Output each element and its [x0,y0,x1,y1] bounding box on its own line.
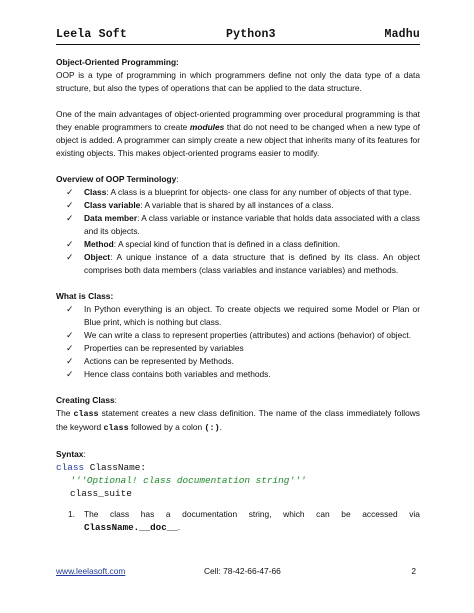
creating-text-4: . [219,422,222,432]
footer-phone: Cell: 78-42-66-47-66 [204,566,281,576]
numbered-line-2 [84,521,420,534]
creating-text-3: followed by a colon [128,422,205,432]
syntax-heading-colon: : [83,449,86,459]
check-mark-icon: ✓ [66,343,74,353]
header-center-title: Python3 [226,28,276,41]
class-keyword: class [73,409,99,419]
list-item-text: In Python everything is an object. To create objects we required some Model or Plan or Blue print, which is nothing but class. [84,304,420,327]
list-number: 1. [68,509,75,519]
list-item [56,238,420,251]
syntax-heading-text: Syntax [56,449,84,459]
term-definition: : A class is a blueprint for objects- one class for any number of objects of that type. [106,187,412,197]
list-item [56,251,420,277]
oop-p2-after: that do not need to be changed when a new type of object is added. A programmer can simply create a new object that inherits many of its features for existing objects. This makes object-oriented programs easier to modify. [56,122,421,158]
list-item-text: Hence class contains both variables and methods. [84,369,271,379]
term-label: Class variable [84,200,141,210]
creating-paragraph [56,407,420,435]
word: be [341,509,351,519]
list-item [56,508,420,534]
page-number: 2 [411,566,416,576]
oop-p2-before: One of the main advantages of object-oriented programming over procedural programming is that they enable programmers to create [56,109,420,132]
terminology-list [56,186,420,277]
code-line-1 [56,461,420,474]
check-mark-icon: ✓ [66,356,74,366]
list-item [56,329,420,342]
list-item [56,212,420,238]
check-mark-icon: ✓ [66,239,74,249]
word: via [409,509,420,519]
term-definition: : A variable that is shared by all instances of a class. [140,200,334,210]
term-label: Object [84,252,111,262]
page-content [56,56,420,534]
code-class-name: ClassName: [84,462,147,473]
overview-heading-colon: : [176,174,179,184]
term-label: Method [84,239,114,249]
overview-heading-text: Overview of OOP Terminology [56,174,177,184]
overview-heading [56,173,420,186]
header-right-title: Madhu [384,28,420,41]
oop-paragraph-1: OOP is a type of programming in which programmers define not only the data type of a data structure, but also the types of operations that can be applied to the data structure. [56,70,420,93]
oop-p2-emphasis: modules [189,122,225,132]
list-item [56,186,420,199]
term-definition: : A class variable or instance variable that holds data associated with a class and its objects. [84,213,420,236]
website-link[interactable]: www.leelasoft.com [56,566,126,576]
oop-heading: Object-Oriented Programming: [56,57,179,67]
word: The [84,509,99,519]
check-mark-icon: ✓ [66,369,74,379]
header-left-title: Leela Soft [56,28,128,41]
check-mark-icon: ✓ [66,200,74,210]
word: documentation [182,509,238,519]
list-item [56,303,420,329]
code-docstring: '''Optional! class documentation string''' [70,475,307,486]
creating-heading [56,394,420,407]
list-item [56,355,420,368]
syntax-heading [56,448,420,461]
word: a [165,509,171,519]
class-keyword-2: class [103,423,129,433]
code-keyword: class [56,462,85,473]
creating-text-2: statement creates a new class definition. The name of the class immediately follows the keyword [56,408,420,432]
whatis-list [56,303,420,381]
list-item [56,368,420,381]
numbered-end: . [177,522,181,532]
creating-text-1: The [56,408,74,418]
numbered-line-1 [84,508,420,521]
list-item [56,342,420,355]
colon-code: (:) [204,423,220,433]
whatis-heading: What is Class: [56,291,114,301]
numbered-list [56,508,420,534]
term-label: Data member [84,213,138,223]
page-header [56,28,420,44]
list-item-text: Actions can be represented by Methods. [84,356,234,366]
list-item-text: Properties can be represented by variables [84,343,244,353]
term-definition: : A unique instance of a data structure that is defined by its class. An object comprises both data members (class variables and instance variables) and methods. [84,252,420,275]
check-mark-icon: ✓ [66,187,74,197]
check-mark-icon: ✓ [66,330,74,340]
syntax-code-block [56,461,420,500]
creating-heading-text: Creating Class [56,395,115,405]
term-label: Class [84,187,107,197]
word: which [283,509,305,519]
list-item [56,199,420,212]
word: accessed [362,509,398,519]
doc-attribute-code: ClassName.__doc__ [84,522,178,533]
code-suite: class_suite [70,488,132,499]
check-mark-icon: ✓ [66,213,74,223]
header-divider [56,44,420,45]
creating-heading-colon: : [114,395,117,405]
check-mark-icon: ✓ [66,304,74,314]
word: can [316,509,330,519]
word: has [140,509,155,519]
word: string, [248,509,272,519]
oop-paragraph-2 [56,108,420,160]
word: class [110,509,130,519]
term-definition: : A special kind of function that is defined in a class definition. [113,239,341,249]
list-item-text: We can write a class to represent properties (attributes) and actions (behavior) of object. [84,330,412,340]
check-mark-icon: ✓ [66,252,74,262]
